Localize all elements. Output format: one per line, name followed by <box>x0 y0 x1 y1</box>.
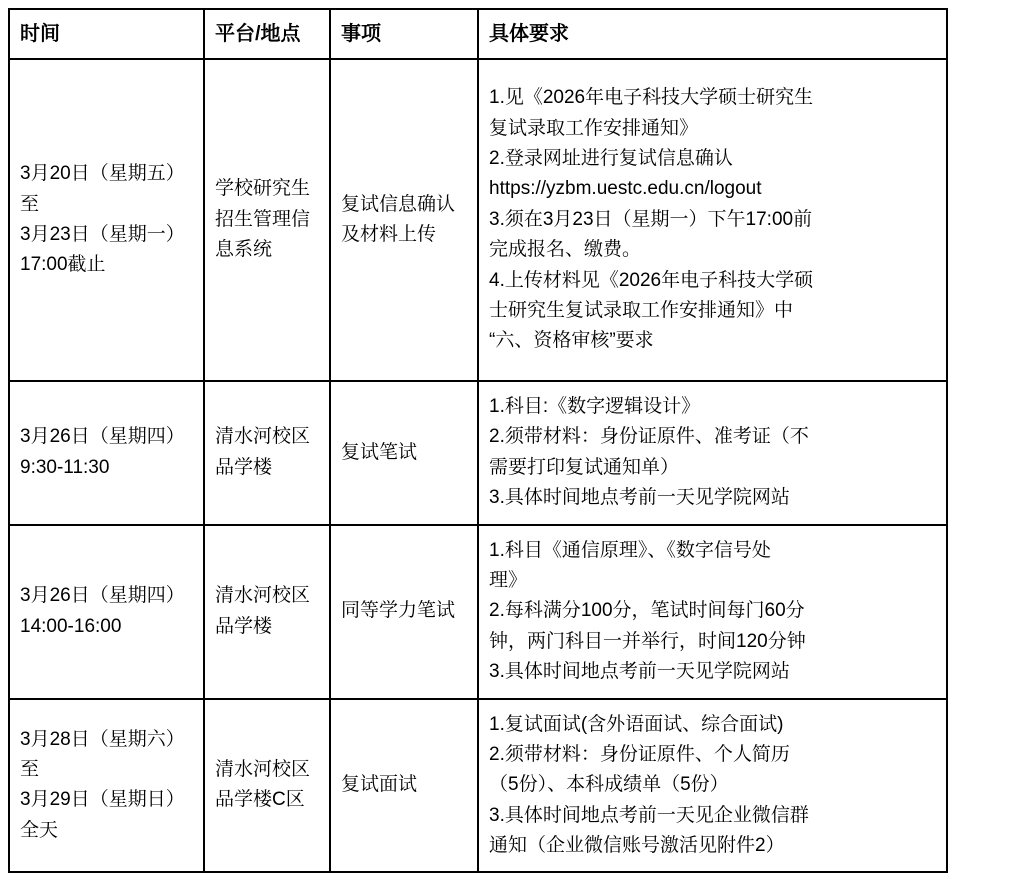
text-line: 3月20日（星期五）至 <box>20 163 185 215</box>
text-line: 清水河校区 <box>215 426 311 448</box>
cell-time <box>9 59 204 381</box>
text-line: 3月29日（星期日） <box>20 789 185 811</box>
text-line: 息系统 <box>215 239 273 261</box>
text-line: 3月23日（星期一） <box>20 224 185 245</box>
schedule-table <box>8 8 948 873</box>
cell-detail <box>478 59 947 381</box>
text-line: 9:30-11:30 <box>20 456 110 478</box>
table-header-row <box>9 9 947 59</box>
text-line: 3.具体时间地点考前一天见学院网站 <box>489 487 790 509</box>
column-header-detail: 具体要求 <box>478 9 947 59</box>
table-header <box>9 9 947 59</box>
text-line: 1.复试面试(含外语面试、综合面试) <box>489 713 784 735</box>
text-line: 需要打印复试通知单） <box>489 456 680 478</box>
table-row <box>9 525 947 699</box>
text-line: 1.科目:《数字逻辑设计》 <box>489 396 701 417</box>
text-line: 全天 <box>20 819 59 841</box>
text-line: 清水河校区 <box>215 585 311 607</box>
text-line: 复试录取工作安排通知》 <box>489 117 699 139</box>
column-header-place: 平台/地点 <box>204 9 330 59</box>
cell-detail <box>478 381 947 525</box>
text-line: 1.见《2026年电子科技大学硕士研究生 <box>489 87 814 109</box>
text-line: 3.具体时间地点考前一天见企业微信群 <box>489 804 809 826</box>
cell-detail <box>478 699 947 873</box>
text-line: 3.须在3月23日（星期一）下午17:00前 <box>489 208 813 230</box>
cell-place <box>204 59 330 381</box>
cell-place <box>204 381 330 525</box>
text-line: 完成报名、缴费。 <box>489 239 642 261</box>
text-line: 复试笔试 <box>341 441 418 463</box>
cell-item <box>330 699 478 873</box>
text-line: 复试信息确认 <box>341 193 456 215</box>
cell-time <box>9 525 204 699</box>
text-line: （5份）、本科成绩单（5份） <box>489 774 729 796</box>
cell-item <box>330 59 478 381</box>
text-line: 品学楼C区 <box>215 789 305 811</box>
text-line: 2.须带材料：身份证原件、个人简历 <box>489 743 790 765</box>
text-line: 1.科目《通信原理》、《数字信号处 <box>489 539 771 561</box>
text-line: 2.每科满分100分，笔试时间每门60分 <box>489 600 805 622</box>
text-line: 2.登录网址进行复试信息确认 <box>489 148 733 170</box>
text-line: 学校研究生 <box>215 178 311 200</box>
cell-time <box>9 699 204 873</box>
text-line: 17:00截止 <box>20 254 106 276</box>
text-line: 同等学力笔试 <box>341 600 456 622</box>
text-line: 3月26日（星期四） <box>20 426 185 448</box>
text-line: 品学楼 <box>215 456 273 478</box>
text-line: 清水河校区 <box>215 759 311 781</box>
text-line: 复试面试 <box>341 774 418 796</box>
text-line: 3.具体时间地点考前一天见学院网站 <box>489 661 790 683</box>
text-line: 4.上传材料见《2026年电子科技大学硕 <box>489 269 814 291</box>
table-row <box>9 59 947 381</box>
column-header-time: 时间 <box>9 9 204 59</box>
text-line: 钟，两门科目一并举行，时间120分钟 <box>489 630 806 652</box>
text-line: 3月28日（星期六）至 <box>20 728 185 781</box>
table-row <box>9 381 947 525</box>
table-body <box>9 59 947 872</box>
cell-place <box>204 525 330 699</box>
column-header-item: 事项 <box>330 9 478 59</box>
text-line: 士研究生复试录取工作安排通知》中 <box>489 299 794 321</box>
cell-item <box>330 381 478 525</box>
text-line: 3月26日（星期四） <box>20 585 185 607</box>
cell-item <box>330 525 478 699</box>
text-line: 理》 <box>489 569 528 591</box>
text-line: 品学楼 <box>215 615 273 637</box>
text-line: 通知（企业微信账号激活见附件2） <box>489 835 785 857</box>
text-line: 14:00-16:00 <box>20 615 122 637</box>
cell-place <box>204 699 330 873</box>
text-line: 招生管理信 <box>215 208 311 230</box>
text-line-url: https://yzbm.uestc.edu.cn/logout <box>489 178 762 200</box>
table-row <box>9 699 947 873</box>
text-line: “六、资格审核”要求 <box>489 330 654 352</box>
text-line: 及材料上传 <box>341 224 437 245</box>
cell-detail <box>478 525 947 699</box>
cell-time <box>9 381 204 525</box>
text-line: 2.须带材料：身份证原件、准考证（不 <box>489 426 809 448</box>
